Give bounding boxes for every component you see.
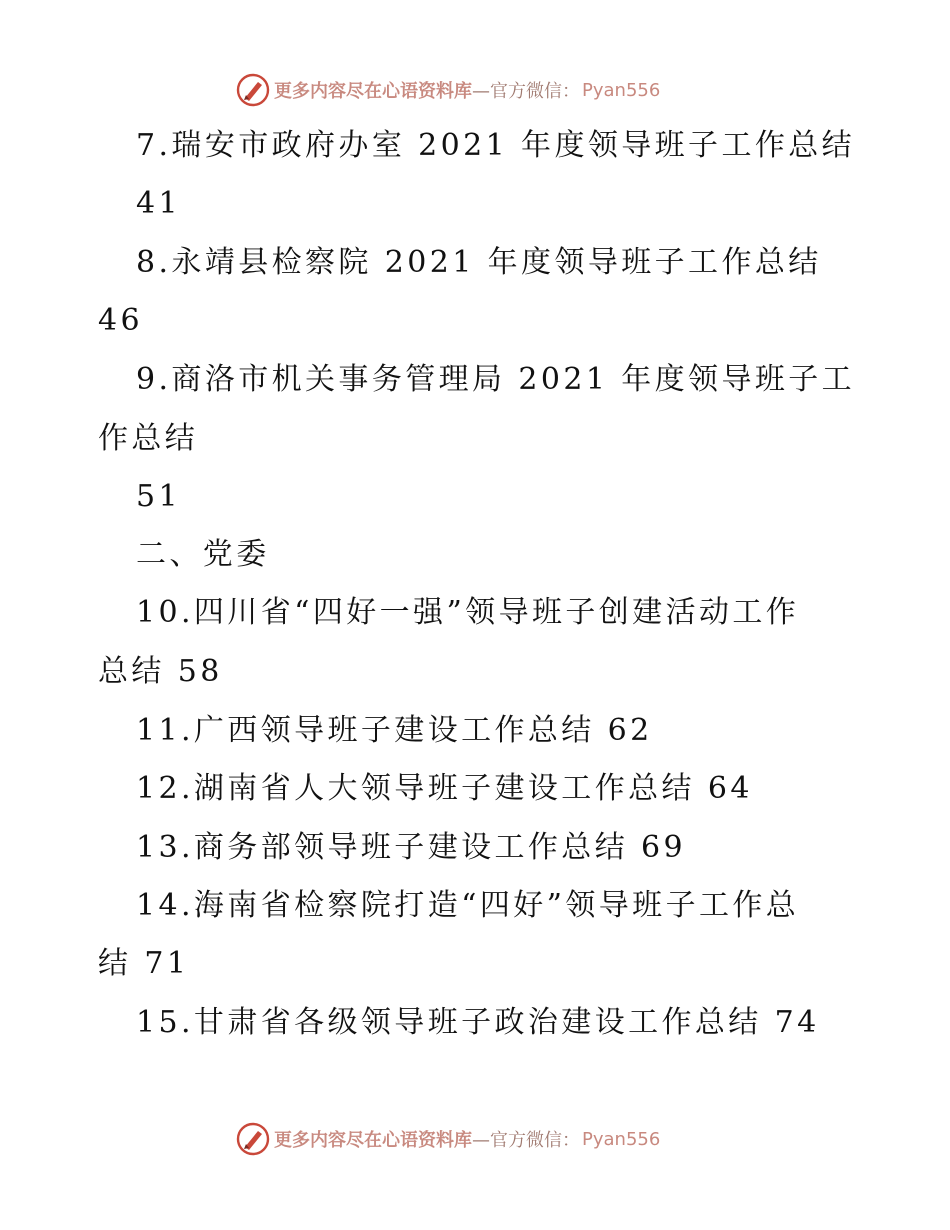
toc-page-7: 41 — [136, 186, 181, 221]
toc-entry-10: 10.四川省“四好一强”领导班子创建活动工作 — [136, 595, 800, 630]
watermark-footer — [236, 1122, 660, 1156]
watermark-main-text: 更多内容尽在心语资料库 — [274, 1130, 472, 1151]
watermark-header — [236, 73, 660, 107]
section-heading-party: 二、党委 — [136, 537, 270, 572]
watermark-wechat-id: Pyan556 — [582, 1128, 661, 1150]
toc-entry-10-cont: 总结 58 — [98, 654, 223, 689]
toc-entry-13: 13.商务部领导班子建设工作总结 69 — [136, 830, 687, 865]
pen-logo-icon — [236, 73, 270, 107]
toc-entry-8: 8.永靖县检察院 2021 年度领导班子工作总结 — [136, 245, 822, 280]
toc-entry-15: 15.甘肃省各级领导班子政治建设工作总结 74 — [136, 1005, 820, 1040]
toc-entry-14: 14.海南省检察院打造“四好”领导班子工作总 — [136, 888, 800, 923]
toc-entry-7: 7.瑞安市政府办室 2021 年度领导班子工作总结 — [136, 128, 856, 163]
watermark-wechat-id: Pyan556 — [582, 79, 661, 101]
toc-entry-12: 12.湖南省人大领导班子建设工作总结 64 — [136, 771, 753, 806]
toc-entry-9-cont: 作总结 — [98, 421, 199, 456]
watermark-main-text: 更多内容尽在心语资料库 — [274, 81, 472, 102]
toc-page-8: 46 — [98, 303, 143, 338]
toc-page-9: 51 — [136, 479, 181, 514]
toc-entry-14-cont: 结 71 — [98, 946, 190, 981]
toc-entry-9: 9.商洛市机关事务管理局 2021 年度领导班子工 — [136, 362, 856, 397]
watermark-separator-text: —官方微信： — [472, 81, 580, 102]
watermark-separator-text: —官方微信： — [472, 1130, 580, 1151]
pen-logo-icon — [236, 1122, 270, 1156]
toc-entry-11: 11.广西领导班子建设工作总结 62 — [136, 713, 653, 748]
